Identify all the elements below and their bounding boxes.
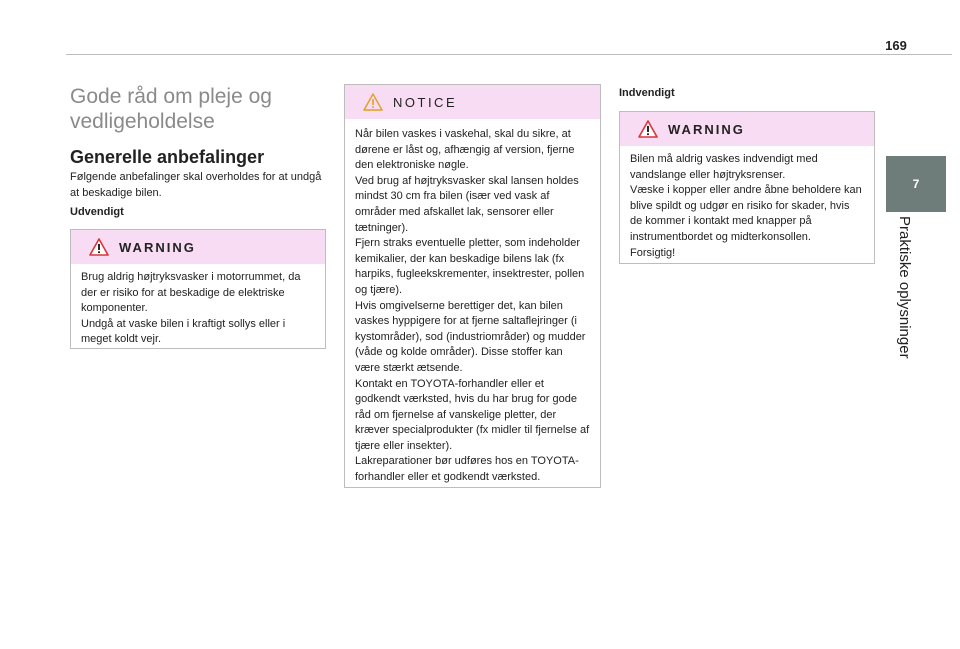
- notice-header: [345, 85, 600, 119]
- warning-triangle-icon: [638, 120, 658, 138]
- intro-paragraph: Følgende anbefalinger skal overholdes for at undgå at beskadige bilen.: [70, 171, 322, 199]
- warning-title: WARNING: [119, 239, 196, 255]
- chapter-tab[interactable]: [886, 156, 946, 212]
- warning-triangle-icon: [89, 238, 109, 256]
- section-title: Gode råd om pleje og vedligeholdelse: [70, 85, 272, 133]
- notice-text: Lakreparationer bør udføres hos en TOYOTA-forhandler eller et godkendt værksted.: [355, 455, 579, 484]
- notice-text: Fjern straks eventuelle pletter, som indeholder kemikalier, der kan beskadige bilens lak (fx harpiks, fugleekskrementer, insektrester, pollen og tjære).: [355, 237, 585, 296]
- exterior-label: Udvendigt: [70, 206, 124, 218]
- general-recommendations-heading: Generelle anbefalinger: [70, 147, 265, 167]
- warning-header: [620, 112, 874, 146]
- notice-text: Hvis omgivelserne berettiger det, kan bilen vaskes hyppigere for at fjerne saltaflejringer (i kystområder), sod (industriområder) og mudder (våde og kolde områder). Disse stoffer kan være stærkt ætsende.: [355, 299, 586, 374]
- notice-text: Når bilen vaskes i vaskehal, skal du sikre, at dørene er låst og, afhængig af version, fjerne den elektroniske nøgle.: [355, 128, 575, 172]
- warning-header: [71, 230, 325, 264]
- warning-body: [71, 264, 325, 356]
- warning-text: Væske i kopper eller andre åbne beholdere kan blive spildt og udgør en risiko for skader, hvis de kommer i kontakt med knapper på instrumentbordet og midterkonsollen.: [630, 184, 862, 243]
- warning-text: Forsigtig!: [630, 246, 676, 259]
- warning-box-interior: [619, 111, 875, 264]
- interior-label: Indvendigt: [619, 87, 675, 99]
- page-number: 169: [885, 38, 907, 53]
- warning-title: WARNING: [668, 121, 745, 137]
- notice-text: Ved brug af højtryksvasker skal lansen holdes mindst 30 cm fra bilen (især ved vask af områder med afskallet lak, sensorer eller tætninger).: [355, 174, 579, 234]
- notice-title: NOTICE: [393, 94, 458, 110]
- warning-text: Brug aldrig højtryksvasker i motorrummet, da der er risiko for at beskadige de elektriske komponenter.: [81, 271, 301, 315]
- notice-box: [344, 84, 601, 488]
- warning-box-exterior: [70, 229, 326, 349]
- notice-text: Kontakt en TOYOTA-forhandler eller et godkendt værksted, hvis du har brug for gode råd om fjernelse af vanskelige pletter, der kræver specialprodukter (fx midler til fjernelse af tjære eller insekter).: [355, 377, 590, 452]
- top-divider: [66, 54, 952, 55]
- warning-text: Undgå at vaske bilen i kraftigt sollys eller i meget koldt vejr.: [81, 317, 286, 346]
- warning-body: [620, 146, 874, 269]
- chapter-title: Praktiske oplysninger: [896, 216, 913, 359]
- chapter-number: 7: [912, 177, 920, 191]
- notice-body: [345, 119, 600, 494]
- warning-text: Bilen må aldrig vaskes indvendigt med vandslange eller højtryksrenser.: [630, 153, 818, 181]
- notice-triangle-icon: [363, 93, 383, 111]
